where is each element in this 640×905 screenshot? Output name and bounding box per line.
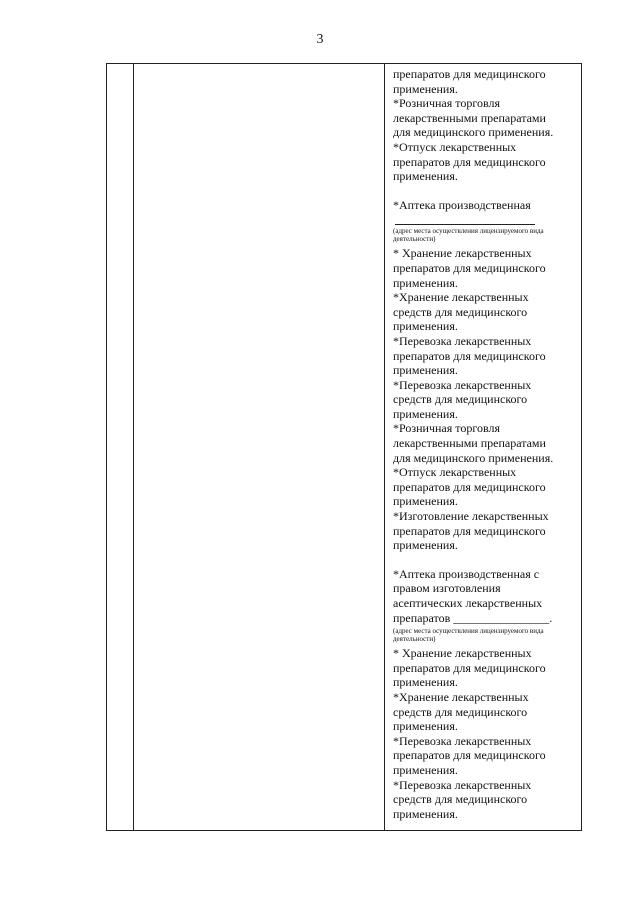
text-line: препаратов ________________.: [393, 610, 553, 625]
text-line: *Отпуск лекарственных: [393, 139, 517, 154]
text-line: *Хранение лекарственных: [393, 290, 529, 305]
text-line: препаратов для медицинского: [393, 748, 546, 763]
address-note: (адрес места осуществления лицензируемого вида деятельности): [393, 227, 544, 244]
activity-cell: [393, 67, 583, 821]
text-line: применения.: [393, 275, 458, 290]
text-line: *Изготовление лекарственных: [393, 509, 549, 524]
text-line: применения.: [393, 719, 458, 734]
text-line: применения.: [393, 494, 458, 509]
text-line: *Аптека производственная с: [393, 566, 540, 581]
text-line: применения.: [393, 675, 458, 690]
text-line: *Перевозка лекарственных: [393, 377, 532, 392]
column-divider-2: [384, 64, 385, 830]
text-line: препаратов для медицинского: [393, 154, 546, 169]
page-number: 3: [316, 32, 324, 47]
text-line: применения.: [393, 363, 458, 378]
text-line: препаратов для медицинского: [393, 67, 546, 81]
text-line: применения.: [393, 81, 458, 96]
text-line: для медицинского применения.: [393, 125, 554, 140]
text-line: применения.: [393, 319, 458, 334]
text-line: применения.: [393, 406, 458, 421]
text-line: правом изготовления: [393, 581, 501, 596]
text-line: применения.: [393, 762, 458, 777]
text-line: препаратов для медицинского: [393, 260, 546, 275]
address-note: (адрес места осуществления лицензируемого вида деятельности): [393, 627, 544, 644]
text-line: *Розничная торговля: [393, 421, 500, 436]
text-line: асептических лекарственных: [393, 596, 543, 610]
block-3: [393, 646, 583, 821]
text-line: * Хранение лекарственных: [393, 646, 532, 661]
text-line: препаратов для медицинского: [393, 479, 546, 494]
text-line: лекарственными препаратами: [393, 436, 546, 451]
text-line: * Хранение лекарственных: [393, 246, 532, 261]
text-line: применения.: [393, 538, 458, 553]
text-line: средств для медицинского: [393, 304, 528, 319]
text-line: для медицинского применения.: [393, 450, 554, 465]
text-line: лекарственными препаратами: [393, 110, 546, 125]
text-line: *Розничная торговля: [393, 96, 500, 111]
text-line: средств для медицинского: [393, 792, 528, 807]
text-line: *Перевозка лекарственных: [393, 733, 532, 748]
text-line: препаратов для медицинского: [393, 348, 546, 363]
text-line: препаратов для медицинского: [393, 523, 546, 538]
text-line: *Перевозка лекарственных: [393, 777, 532, 792]
text-line: *Перевозка лекарственных: [393, 333, 532, 348]
text-line: средств для медицинского: [393, 704, 528, 719]
text-line: применения.: [393, 806, 458, 821]
pharmacy-aseptic-title: [393, 567, 583, 625]
block-2: [393, 246, 583, 552]
text-line: *Хранение лекарственных: [393, 689, 529, 704]
text-line: средств для медицинского: [393, 392, 528, 407]
pharmacy-type-title: *Аптека производственная: [393, 197, 531, 212]
text-line: препаратов для медицинского: [393, 660, 546, 675]
text-line: применения.: [393, 169, 458, 184]
column-divider-1: [133, 64, 134, 830]
license-table: [106, 63, 582, 831]
text-line: *Отпуск лекарственных: [393, 465, 517, 480]
address-blank-line: [395, 212, 535, 225]
block-1: [393, 67, 583, 184]
